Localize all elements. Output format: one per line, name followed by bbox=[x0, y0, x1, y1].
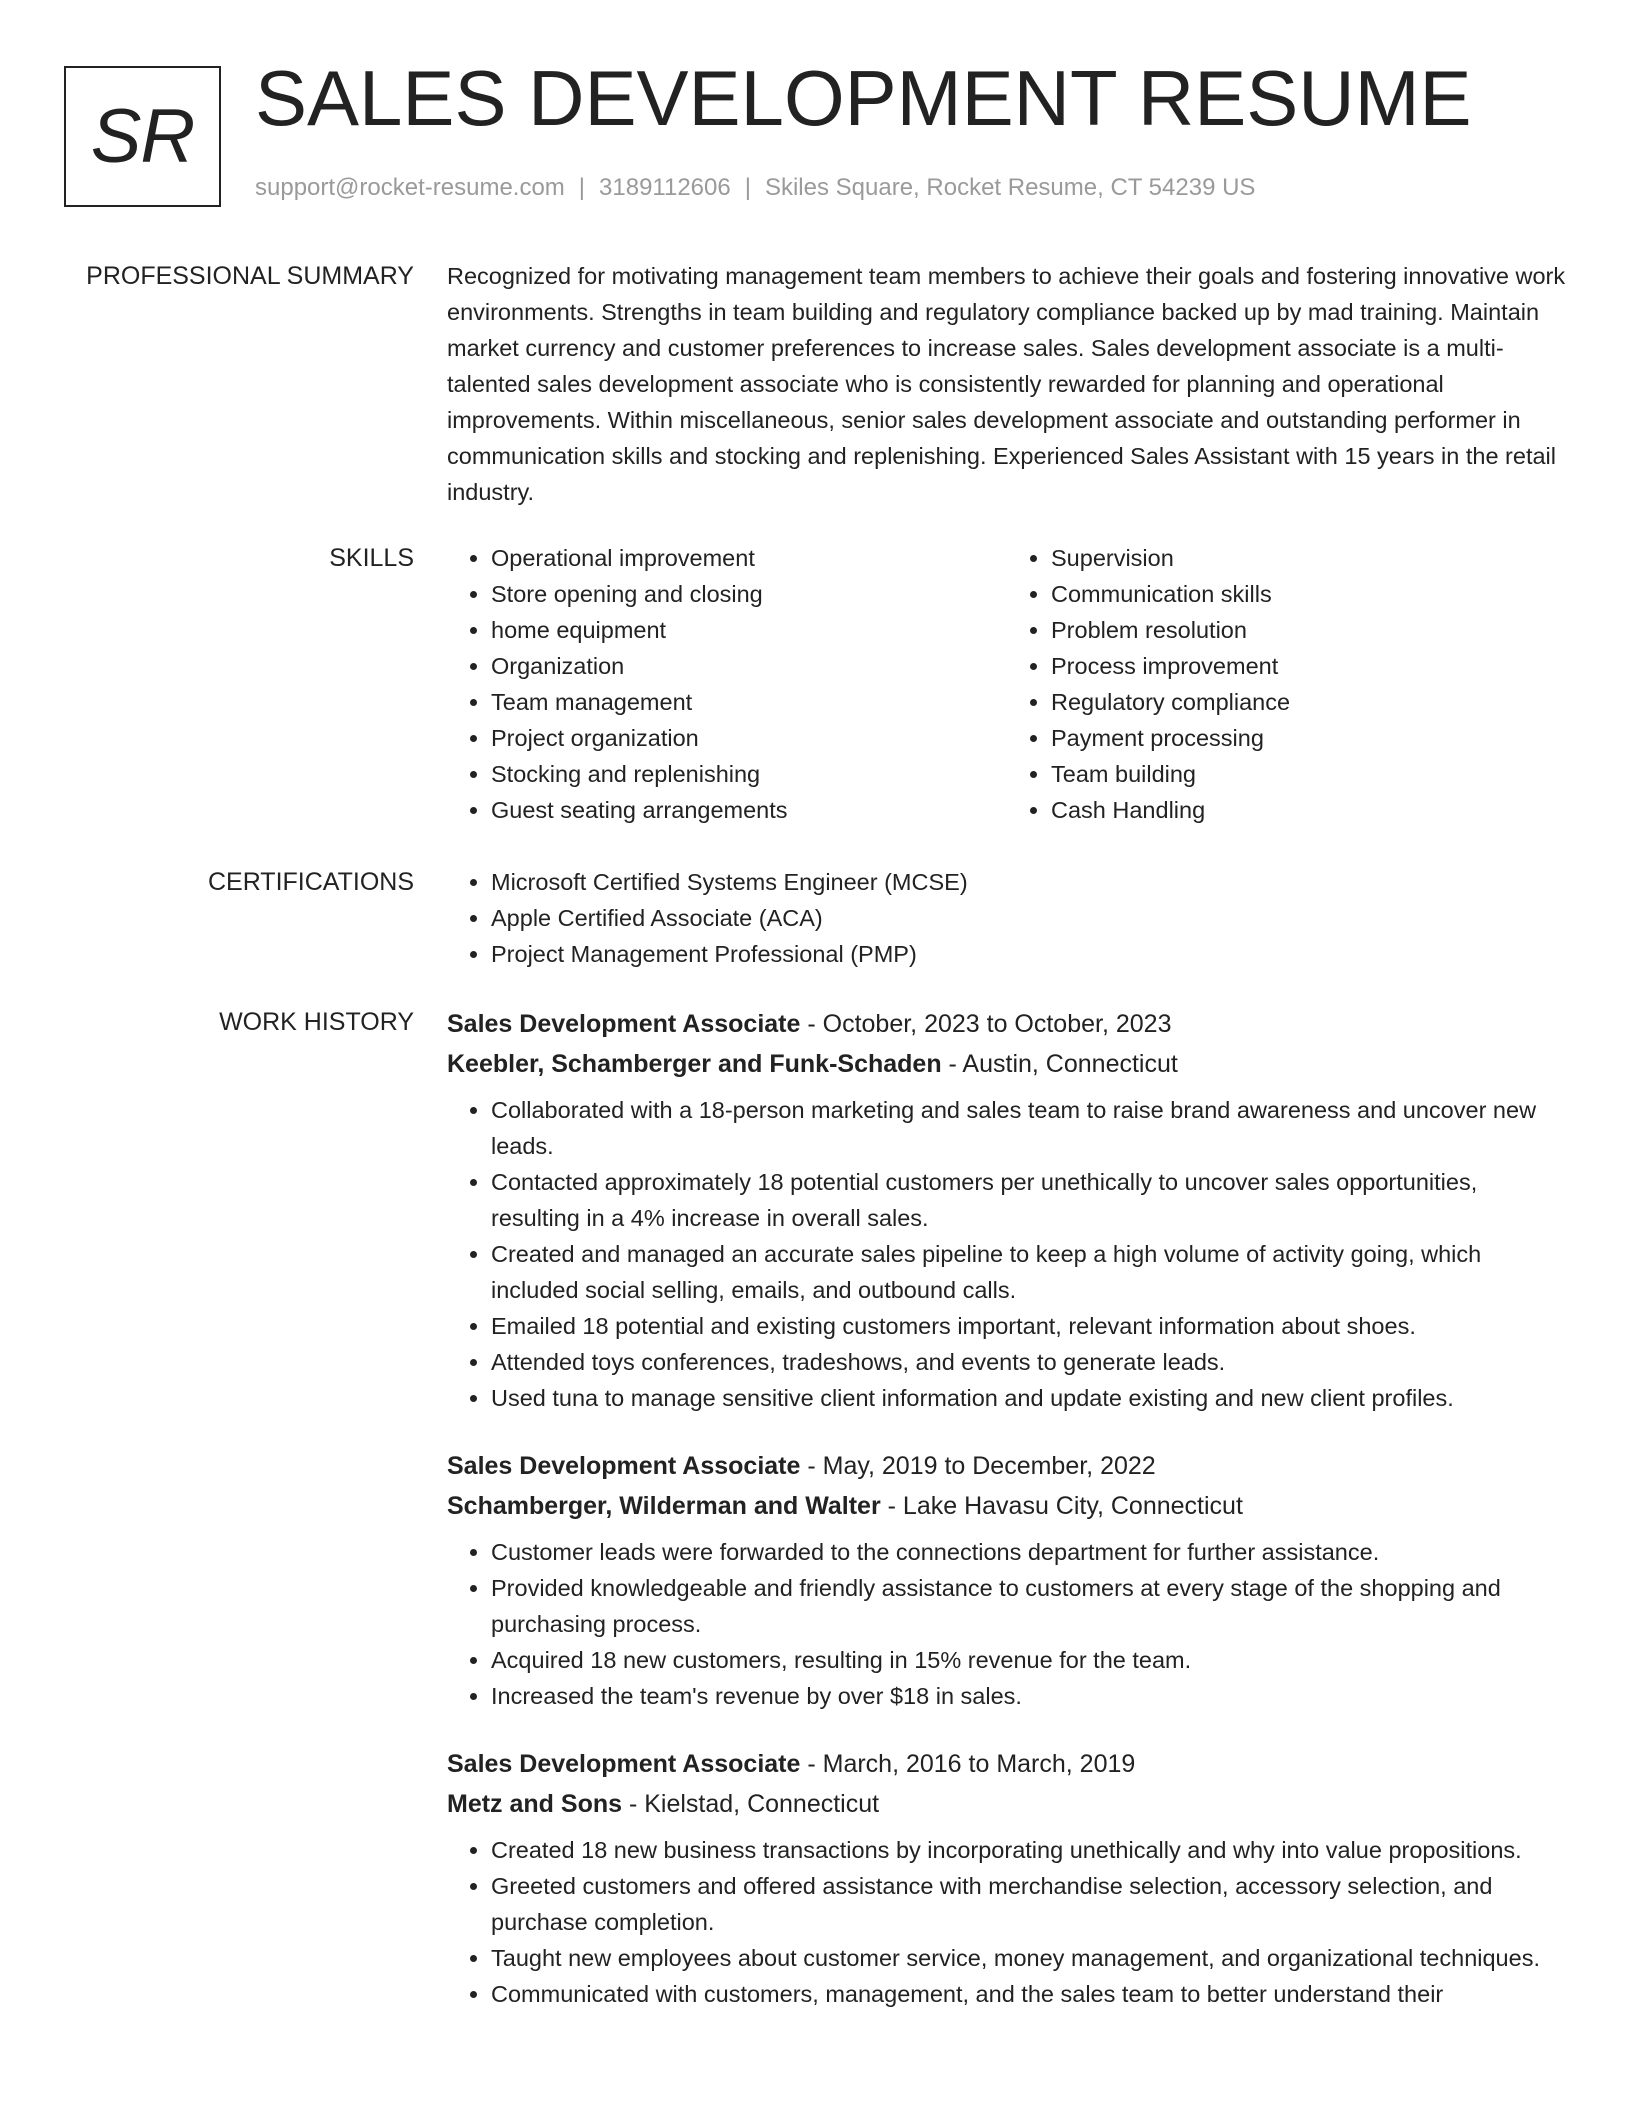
job-bullet: • Emailed 18 potential and existing customers important, relevant information about shoes. bbox=[491, 1308, 1567, 1344]
job-bullet: • Increased the team's revenue by over $18 in sales. bbox=[491, 1678, 1567, 1714]
job-bullets bbox=[447, 1092, 1567, 1416]
skill-item: • Guest seating arrangements bbox=[491, 792, 1007, 828]
job-title-line bbox=[447, 1744, 1567, 1784]
job-bullets bbox=[447, 1534, 1567, 1714]
job-bullet: • Created and managed an accurate sales pipeline to keep a high volume of activity going, which included social selling, emails, and outbound calls. bbox=[491, 1236, 1567, 1308]
section-label-work-history: WORK HISTORY bbox=[219, 1008, 414, 1036]
job-bullet: • Provided knowledgeable and friendly assistance to customers at every stage of the shopping and purchasing process. bbox=[491, 1570, 1567, 1642]
certification-item: • Apple Certified Associate (ACA) bbox=[491, 900, 1567, 936]
job-bullet: • Contacted approximately 18 potential customers per unethically to uncover sales opportunities, resulting in a 4% increase in overall sales. bbox=[491, 1164, 1567, 1236]
job-title: Sales Development Associate bbox=[447, 1010, 801, 1038]
job-title-line bbox=[447, 1446, 1567, 1486]
contact-email[interactable]: support@rocket-resume.com bbox=[255, 174, 565, 201]
contact-separator: | bbox=[744, 174, 751, 201]
job-dates: - May, 2019 to December, 2022 bbox=[800, 1452, 1156, 1480]
job-bullet: • Acquired 18 new customers, resulting in 15% revenue for the team. bbox=[491, 1642, 1567, 1678]
skill-item: • Store opening and closing bbox=[491, 576, 1007, 612]
job-bullet: • Customer leads were forwarded to the connections department for further assistance. bbox=[491, 1534, 1567, 1570]
job-location: - Lake Havasu City, Connecticut bbox=[880, 1492, 1243, 1520]
job-entry bbox=[447, 1744, 1567, 2012]
skill-item: • Supervision bbox=[1051, 540, 1567, 576]
skill-item: • Project organization bbox=[491, 720, 1007, 756]
job-company: Metz and Sons bbox=[447, 1790, 623, 1818]
skill-item: • Organization bbox=[491, 648, 1007, 684]
job-location: - Austin, Connecticut bbox=[941, 1050, 1178, 1078]
certifications-list bbox=[447, 864, 1567, 972]
section-label-summary: PROFESSIONAL SUMMARY bbox=[86, 262, 414, 290]
job-bullet: • Taught new employees about customer service, money management, and organizational techniques. bbox=[491, 1940, 1567, 1976]
skills-list-left bbox=[447, 540, 1007, 828]
certification-item: • Project Management Professional (PMP) bbox=[491, 936, 1567, 972]
job-company: Schamberger, Wilderman and Walter bbox=[447, 1492, 881, 1520]
job-company-line bbox=[447, 1784, 1567, 1824]
skill-item: • Team management bbox=[491, 684, 1007, 720]
job-bullets bbox=[447, 1832, 1567, 2012]
job-location: - Kielstad, Connecticut bbox=[622, 1790, 880, 1818]
summary-text: Recognized for motivating management team members to achieve their goals and fostering innovative work environments. Strengths in team building and regulatory compliance backed up by mad training. Maintain market currency and customer preferences to increase sales. Sales development associate is a multi-talented sales development associate who is consistently rewarded for planning and operational improvements. Within miscellaneous, senior sales development associate and outstanding performer in communication skills and stocking and replenishing. Experienced Sales Assistant with 15 years in the retail industry. bbox=[447, 263, 1566, 505]
job-company-line bbox=[447, 1044, 1567, 1084]
job-bullet: • Created 18 new business transactions by incorporating unethically and why into value propositions. bbox=[491, 1832, 1567, 1868]
skill-item: • Communication skills bbox=[1051, 576, 1567, 612]
section-label-skills: SKILLS bbox=[329, 544, 414, 572]
certification-item: • Microsoft Certified Systems Engineer (MCSE) bbox=[491, 864, 1567, 900]
job-title-line bbox=[447, 1004, 1567, 1044]
job-bullet: • Greeted customers and offered assistance with merchandise selection, accessory selection, and purchase completion. bbox=[491, 1868, 1567, 1940]
skill-item: • Cash Handling bbox=[1051, 792, 1567, 828]
skill-item: • Stocking and replenishing bbox=[491, 756, 1007, 792]
job-title: Sales Development Associate bbox=[447, 1452, 801, 1480]
job-entry bbox=[447, 1004, 1567, 1416]
job-bullet: • Communicated with customers, management, and the sales team to better understand their bbox=[491, 1976, 1567, 2012]
job-company-line bbox=[447, 1486, 1567, 1526]
monogram-logo: SR bbox=[64, 66, 221, 207]
skill-item: • Process improvement bbox=[1051, 648, 1567, 684]
contact-line bbox=[255, 174, 1255, 202]
skill-item: • Problem resolution bbox=[1051, 612, 1567, 648]
job-dates: - October, 2023 to October, 2023 bbox=[800, 1010, 1172, 1038]
job-dates: - March, 2016 to March, 2019 bbox=[800, 1750, 1136, 1778]
skill-item: • Operational improvement bbox=[491, 540, 1007, 576]
job-bullet: • Used tuna to manage sensitive client information and update existing and new client profiles. bbox=[491, 1380, 1567, 1416]
job-bullet: • Collaborated with a 18-person marketing and sales team to raise brand awareness and uncover new leads. bbox=[491, 1092, 1567, 1164]
contact-separator: | bbox=[578, 174, 586, 201]
skill-item: • Regulatory compliance bbox=[1051, 684, 1567, 720]
resume-title: SALES DEVELOPMENT RESUME bbox=[255, 54, 1472, 142]
contact-address: Skiles Square, Rocket Resume, CT 54239 US bbox=[764, 174, 1256, 201]
section-label-certifications: CERTIFICATIONS bbox=[207, 868, 414, 896]
job-company: Keebler, Schamberger and Funk-Schaden bbox=[447, 1050, 942, 1078]
skills-list-right bbox=[1007, 540, 1567, 828]
job-entry bbox=[447, 1446, 1567, 1714]
skill-item: • Team building bbox=[1051, 756, 1567, 792]
skill-item: • home equipment bbox=[491, 612, 1007, 648]
job-title: Sales Development Associate bbox=[447, 1750, 801, 1778]
contact-phone[interactable]: 3189112606 bbox=[599, 174, 731, 201]
skill-item: • Payment processing bbox=[1051, 720, 1567, 756]
job-bullet: • Attended toys conferences, tradeshows, and events to generate leads. bbox=[491, 1344, 1567, 1380]
